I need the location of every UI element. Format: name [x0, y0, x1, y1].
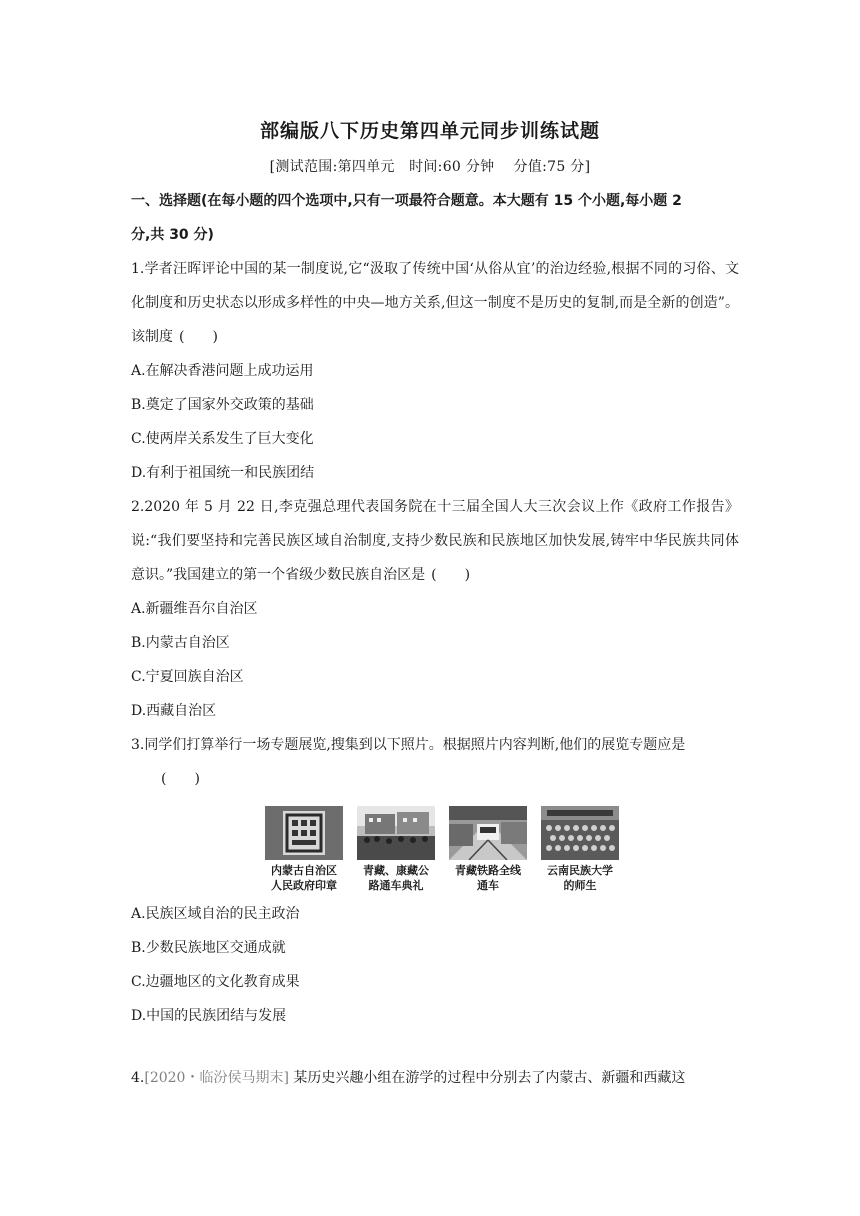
seal-photo-icon [265, 806, 343, 860]
photo-caption: 内蒙古自治区人民政府印章 [271, 864, 337, 892]
exam-info: [测试范围:第四单元 时间:60 分钟 分值:75 分] [269, 159, 591, 175]
photo-caption: 云南民族大学的师生 [547, 864, 613, 892]
option-b: B.内蒙古自治区 [131, 635, 230, 651]
option-d: D.中国的民族团结与发展 [131, 1008, 287, 1024]
question-1 [131, 252, 739, 490]
photo-caption: 青藏铁路全线通车 [455, 864, 521, 892]
photo-figure [357, 806, 435, 893]
answer-blank: ( ) [179, 329, 218, 345]
question-number: 4. [131, 1070, 145, 1086]
option-b: B.少数民族地区交通成就 [131, 940, 286, 956]
option-b: B.奠定了国家外交政策的基础 [131, 397, 314, 413]
option-a: A.在解决香港问题上成功运用 [131, 363, 314, 379]
photo-figure [541, 806, 619, 893]
question-stem [131, 252, 739, 354]
option-d: D.西藏自治区 [131, 703, 217, 719]
photo-row [265, 806, 739, 893]
question-4 [131, 1061, 739, 1095]
photo-figure [449, 806, 527, 893]
photo-caption: 青藏、康藏公路通车典礼 [363, 864, 429, 892]
section-heading-line2: 分,共 30 分) [131, 227, 214, 243]
question-stem: 3.同学们打算举行一场专题展览,搜集到以下照片。根据照片内容判断,他们的展览专题应是 [131, 737, 686, 753]
question-2 [131, 490, 739, 728]
option-c: C.使两岸关系发生了巨大变化 [131, 431, 314, 447]
section-heading-line1: 一、选择题(在每小题的四个选项中,只有一项最符合题意。本大题有 15 个小题,每小题 2 [131, 193, 682, 209]
question-text: 2.2020 年 5 月 22 日,李克强总理代表国务院在十三届全国人大三次会议上作《政府工作报告》说:“我们要坚持和完善民族区域自治制度,支持少数民族和民族地区加快发展,铸牢中华民族共同体意识。”我国建立的第一个省级少数民族自治区是 [131, 499, 739, 583]
option-c: C.宁夏回族自治区 [131, 669, 244, 685]
train-photo-icon [449, 806, 527, 860]
question-text: 某历史兴趣小组在游学的过程中分别去了内蒙古、新疆和西藏这 [288, 1070, 686, 1086]
ceremony-photo-icon [357, 806, 435, 860]
exam-content [131, 184, 739, 1095]
option-c: C.边疆地区的文化教育成果 [131, 974, 300, 990]
answer-blank: ( ) [431, 567, 471, 583]
photo-figure [265, 806, 343, 893]
question-source: [2020・临汾侯马期末] [144, 1070, 289, 1086]
option-a: A.民族区域自治的民主政治 [131, 906, 300, 922]
section-heading [131, 184, 739, 252]
group-photo-icon [541, 806, 619, 860]
option-d: D.有利于祖国统一和民族团结 [131, 465, 315, 481]
page-title: 部编版八下历史第四单元同步训练试题 [259, 120, 600, 142]
question-stem [131, 490, 739, 592]
spacer [131, 1033, 739, 1061]
question-3 [131, 728, 739, 1033]
question-text: 1.学者汪晖评论中国的某一制度说,它“汲取了传统中国‘从俗从宜’的治边经验,根据不同的习俗、文化制度和历史状态以形成多样性的中央—地方关系,但这一制度不是历史的复制,而是全新的创造”。该制度 [131, 261, 739, 345]
question-stem [131, 1061, 739, 1095]
option-a: A.新疆维吾尔自治区 [131, 601, 258, 617]
answer-blank: ( ) [161, 771, 200, 787]
